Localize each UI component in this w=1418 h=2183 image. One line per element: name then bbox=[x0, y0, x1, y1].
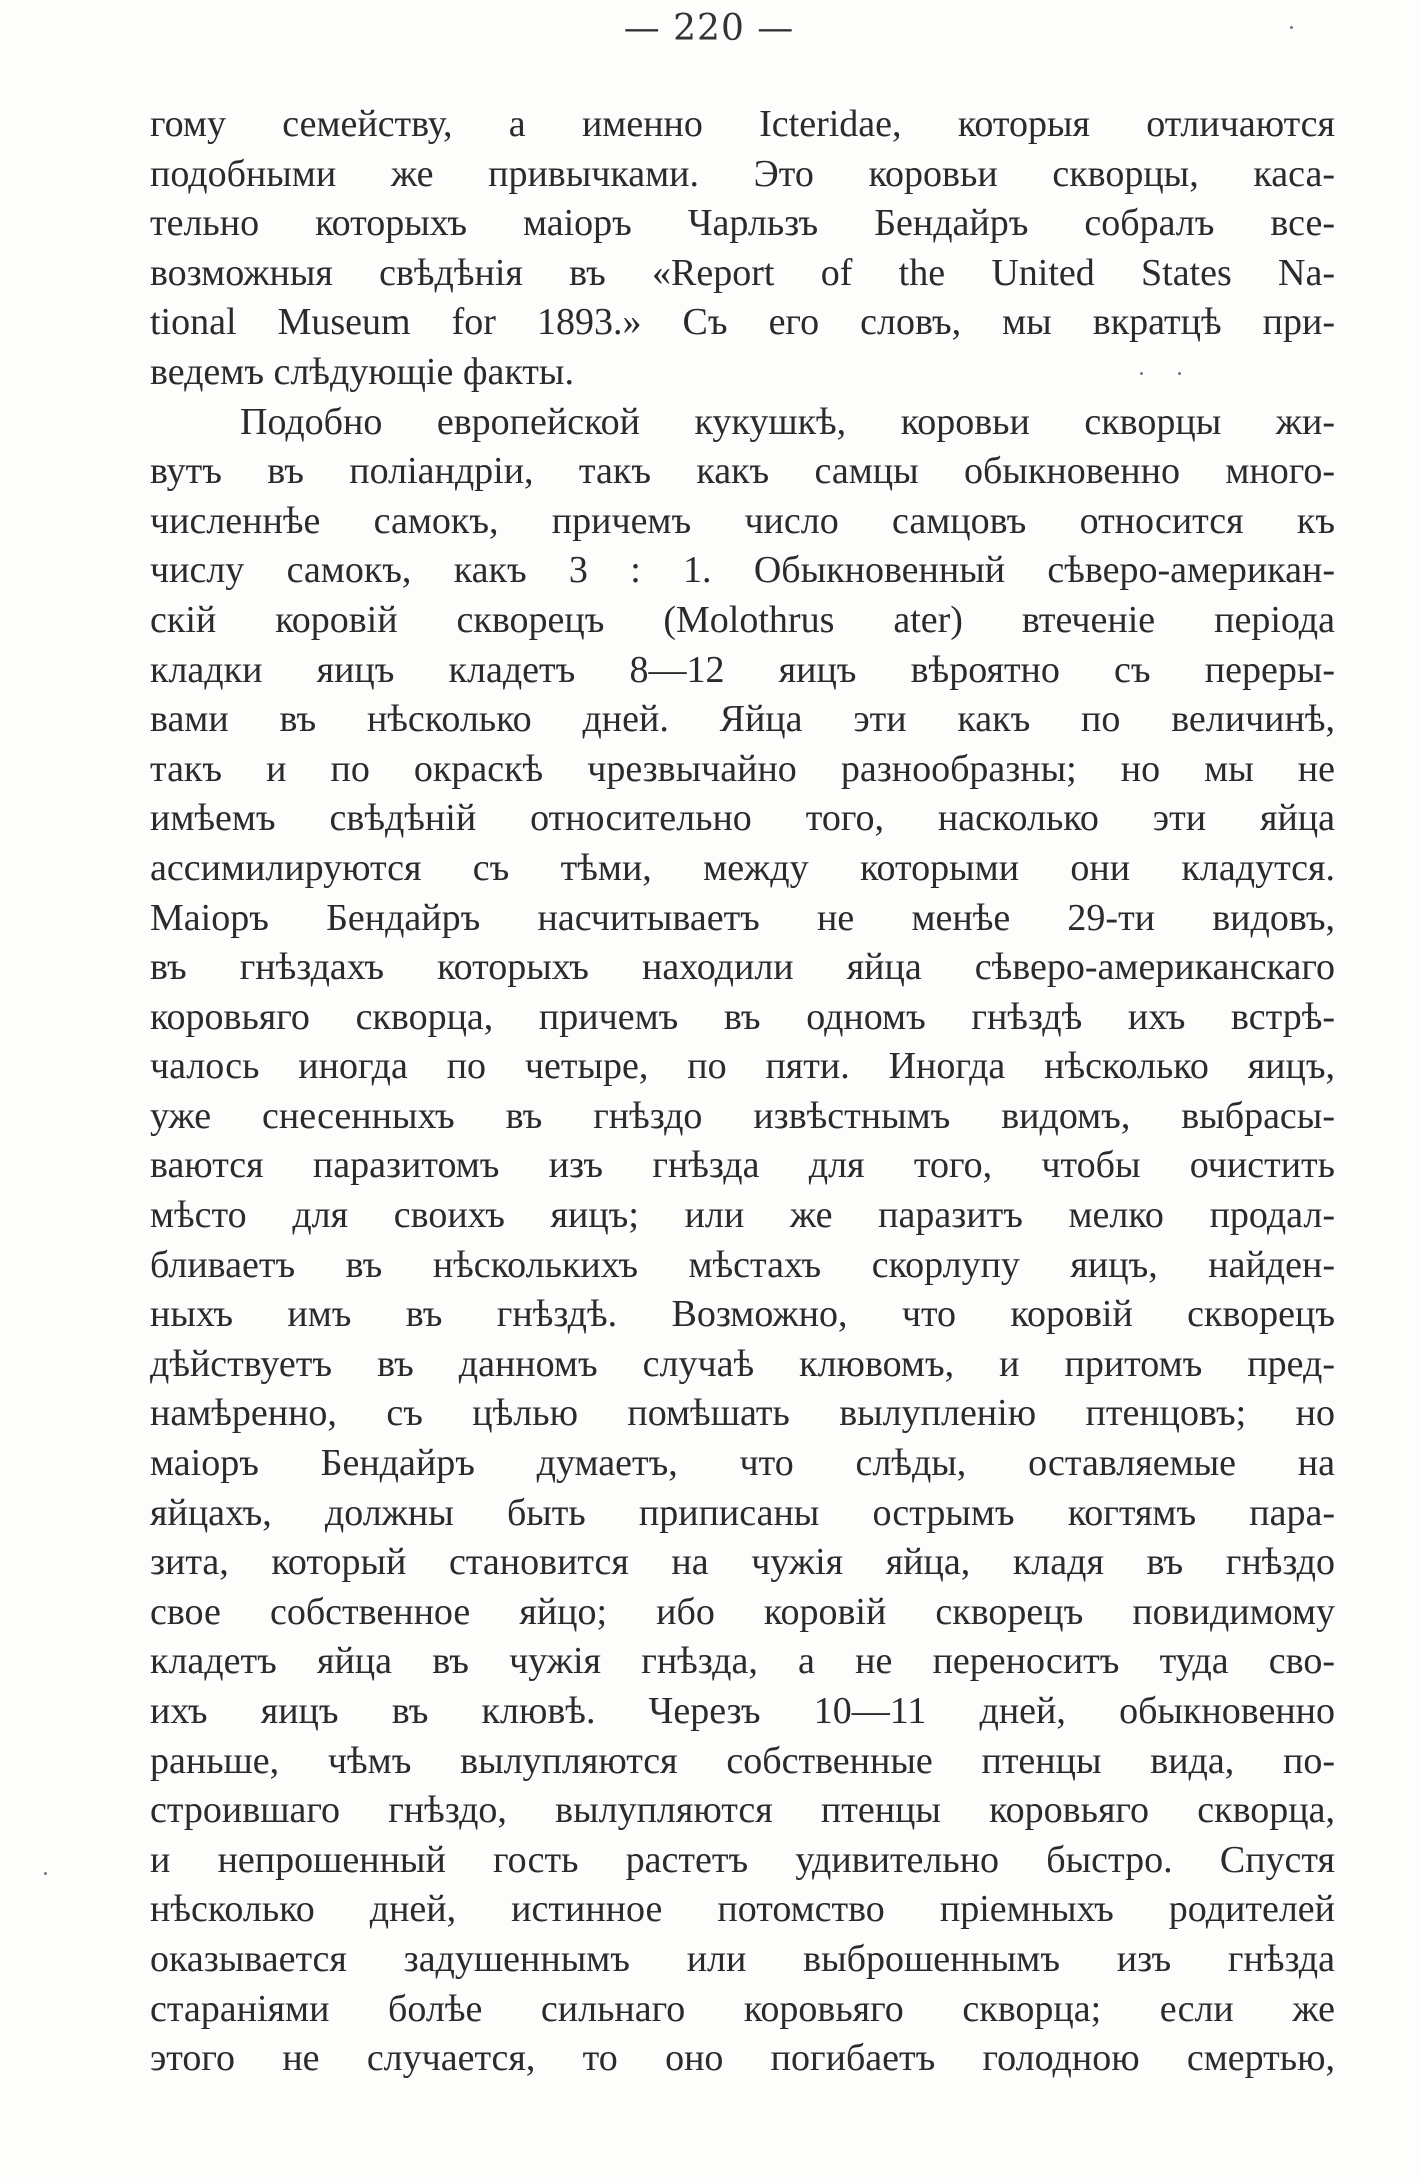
text-line: маіоръ Бендайръ думаетъ, что слѣды, оставляемые на bbox=[150, 1442, 1335, 1485]
text-line: тельно которыхъ маіоръ Чарльзъ Бендайръ собралъ все- bbox=[150, 202, 1335, 245]
text-line: Подобно европейской кукушкѣ, коровьи скворцы жи- bbox=[240, 400, 1335, 443]
scan-speck bbox=[1140, 372, 1143, 375]
text-line: и непрошенный гость растетъ удивительно быстро. Спустя bbox=[150, 1838, 1335, 1881]
text-line: дѣйствуетъ въ данномъ случаѣ клювомъ, и притомъ пред- bbox=[150, 1342, 1335, 1385]
text-line: вами въ нѣсколько дней. Яйца эти какъ по величинѣ, bbox=[150, 698, 1335, 741]
text-line: гому семейству, а именно Icteridae, которыя отличаются bbox=[150, 103, 1335, 145]
text-line: въ гнѣздахъ которыхъ находили яйца сѣверо-американскаго bbox=[150, 946, 1335, 989]
text-line: ихъ яицъ въ клювѣ. Черезъ 10—11 дней, обыкновенно bbox=[150, 1690, 1335, 1732]
text-line: бливаетъ въ нѣсколькихъ мѣстахъ скорлупу яицъ, найден- bbox=[150, 1243, 1335, 1286]
text-line: чалось иногда по четыре, по пяти. Иногда нѣсколько яицъ, bbox=[150, 1045, 1335, 1088]
text-line: кладетъ яйца въ чужія гнѣзда, а не переноситъ туда сво- bbox=[150, 1640, 1335, 1683]
text-line: зита, который становится на чужія яйца, кладя въ гнѣздо bbox=[150, 1541, 1335, 1584]
text-line: Маіоръ Бендайръ насчитываетъ не менѣе 29-ти видовъ, bbox=[150, 896, 1335, 939]
text-line: числу самокъ, какъ 3 : 1. Обыкновенный сѣверо-американ- bbox=[150, 549, 1335, 592]
page-number: — 220 — bbox=[623, 8, 795, 49]
scan-speck bbox=[44, 1872, 47, 1875]
text-line: мѣсто для своихъ яицъ; или же паразитъ мелко продал- bbox=[150, 1194, 1335, 1237]
scan-speck bbox=[1290, 26, 1293, 29]
text-line: возможныя свѣдѣнія въ «Report of the United States Na- bbox=[150, 251, 1335, 294]
text-line: ведемъ слѣдующіе факты. bbox=[150, 350, 574, 393]
text-line: строившаго гнѣздо, вылупляются птенцы коровьяго скворца, bbox=[150, 1789, 1335, 1832]
text-line: коровьяго скворца, причемъ въ одномъ гнѣздѣ ихъ встрѣ- bbox=[150, 995, 1335, 1038]
text-line: нѣсколько дней, истинное потомство пріемныхъ родителей bbox=[150, 1888, 1335, 1931]
text-line: оказывается задушеннымъ или выброшеннымъ изъ гнѣзда bbox=[150, 1937, 1335, 1980]
text-line: раньше, чѣмъ вылупляются собственные птенцы вида, по- bbox=[150, 1739, 1335, 1782]
text-line: уже снесенныхъ въ гнѣздо извѣстнымъ видомъ, выбрасы- bbox=[150, 1094, 1335, 1137]
text-line: имѣемъ свѣдѣній относительно того, насколько эти яйца bbox=[150, 797, 1335, 840]
text-line: вутъ въ поліандріи, такъ какъ самцы обыкновенно много- bbox=[150, 450, 1335, 493]
scan-speck bbox=[1178, 372, 1181, 375]
text-line: скій коровій скворецъ (Molothrus ater) втеченіе періода bbox=[150, 598, 1335, 641]
text-line: численнѣе самокъ, причемъ число самцовъ относится къ bbox=[150, 499, 1335, 542]
body-text bbox=[150, 100, 1335, 2084]
text-line: стараніями болѣе сильнаго коровьяго скворца; если же bbox=[150, 1987, 1335, 2030]
text-line: ассимилируются съ тѣми, между которыми они кладутся. bbox=[150, 846, 1335, 889]
text-line: этого не случается, то оно погибаетъ голодною смертью, bbox=[150, 2037, 1335, 2080]
text-line: ваются паразитомъ изъ гнѣзда для того, чтобы очистить bbox=[150, 1144, 1335, 1187]
text-line: кладки яицъ кладетъ 8—12 яицъ вѣроятно съ переры- bbox=[150, 648, 1335, 691]
text-line: свое собственное яйцо; ибо коровій скворецъ повидимому bbox=[150, 1590, 1335, 1633]
text-line: такъ и по окраскѣ чрезвычайно разнообразны; но мы не bbox=[150, 747, 1335, 790]
text-line: подобными же привычками. Это коровьи скворцы, каса- bbox=[150, 152, 1335, 195]
text-line: tional Museum for 1893.» Съ его словъ, мы вкратцѣ при- bbox=[150, 301, 1335, 344]
text-line: яйцахъ, должны быть приписаны острымъ когтямъ пара- bbox=[150, 1491, 1335, 1534]
text-line: намѣренно, съ цѣлью помѣшать вылупленію птенцовъ; но bbox=[150, 1392, 1335, 1435]
text-line: ныхъ имъ въ гнѣздѣ. Возможно, что коровій скворецъ bbox=[150, 1293, 1335, 1336]
